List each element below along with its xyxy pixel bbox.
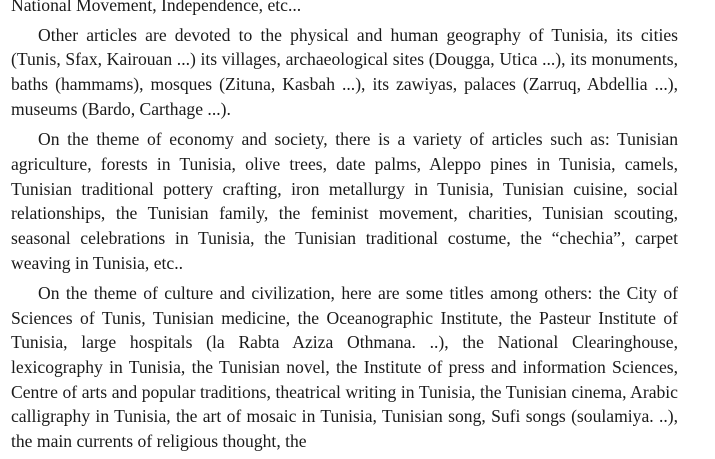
paragraph-geography: Other articles are devoted to the physical and human geography of Tunisia, its cities (Tunis, Sfax, Kairouan ...) its villages, archaeological sites (Dougga, Utica ...), its monuments, baths (hammams), mosques (Zituna, Kasbah ...), its zawiyas, palaces (Zarruq, Abdellia ...), museums (Bardo, Carthage ...). [11, 24, 678, 119]
paragraph-culture-civilization: On the theme of culture and civilization, here are some titles among others: the City of Sciences of Tunis, Tunisian medicine, the Oceanographic Institute, the Pasteur Institute of Tunisia, large hospitals (la Rabta Aziza Othmana. ..), the National Clearinghouse, lexicography in Tunisia, the Tunisian novel, the Institute of press and information Sciences, Centre of arts and popular traditions, theatrical writing in Tunisia, the Tunisian cinema, Arabic calligraphy in Tunisia, the art of mosaic in Tunisia, Tunisian song, Sufi songs (soulamiya. ..), the main currents of religious thought, the [11, 282, 678, 452]
document-page [11, 0, 678, 459]
paragraph-economy-society: On the theme of economy and society, there is a variety of articles such as: Tunisian agriculture, forests in Tunisia, olive trees, date palms, Aleppo pines in Tunisia, camels, Tunisian traditional pottery crafting, iron metallurgy in Tunisia, Tunisian cuisine, social relationships, the Tunisian family, the feminist movement, charities, Tunisian scouting, seasonal celebrations in Tunisia, the Tunisian traditional costume, the “chechia”, carpet weaving in Tunisia, etc.. [11, 129, 678, 273]
paragraph-continuation: National Movement, Independence, etc... [11, 0, 302, 15]
